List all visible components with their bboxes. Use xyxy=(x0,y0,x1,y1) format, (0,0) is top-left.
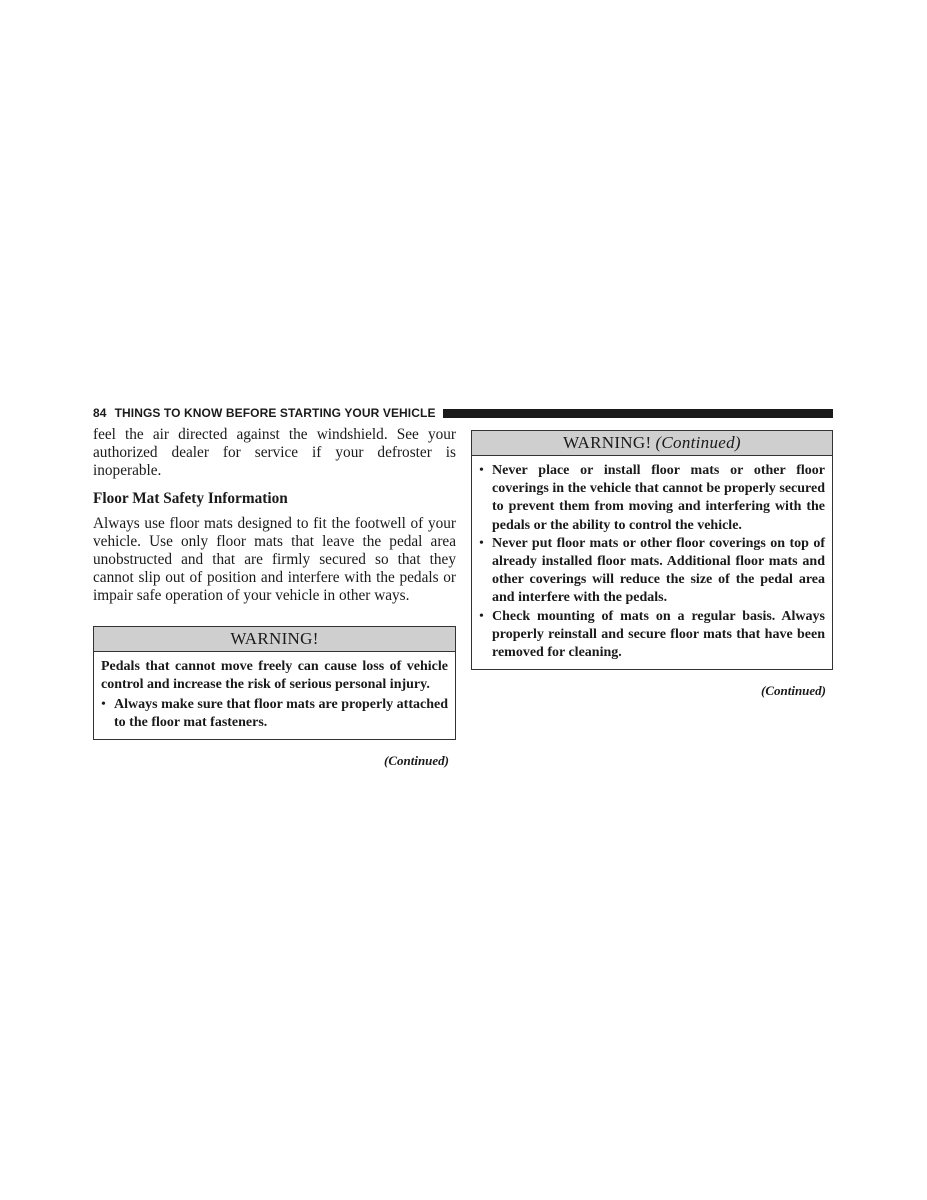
bullet-icon: • xyxy=(479,463,484,478)
continued-note: (Continued) xyxy=(760,683,826,699)
warning-bullet xyxy=(479,535,825,608)
warning-title xyxy=(94,627,455,652)
warning-title-text: WARNING! xyxy=(563,433,652,452)
left-column xyxy=(93,426,456,769)
continued-note: (Continued) xyxy=(383,753,449,769)
warning-bullet-list xyxy=(101,696,448,732)
floor-mat-paragraph: Always use floor mats designed to fit the footwell of your vehicle. Use only floor mats that leave the pedal area unobstructed and that are firmly secured so that they cannot slip out of position and interfere with the pedals or impair safe operation of your vehicle in other ways. xyxy=(93,514,456,605)
warning-text: Pedals that cannot move freely can cause loss of vehicle control and increase the risk of serious personal injury. xyxy=(101,658,448,692)
warning-body xyxy=(94,652,455,740)
warning-bullet-list xyxy=(479,462,825,662)
warning-bullet-text: Check mounting of mats on a regular basis. Always properly reinstall and secure floor mats that have been removed for cleaning. xyxy=(492,608,825,661)
warning-bullet-text: Always make sure that floor mats are properly attached to the floor mat fasteners. xyxy=(114,697,448,731)
section-title: THINGS TO KNOW BEFORE STARTING YOUR VEHICLE xyxy=(114,406,436,420)
bullet-icon: • xyxy=(479,608,484,624)
right-column xyxy=(471,430,833,699)
intro-text: feel the air directed against the windshield. See your authorized dealer for service if your defroster is inoperable. xyxy=(93,426,456,480)
page-header xyxy=(93,404,833,422)
warning-bullet-text: Never place or install floor mats or other floor coverings in the vehicle that cannot be properly secured to prevent them from moving and interfering with the pedals or the ability to control the vehicle. xyxy=(492,463,825,533)
warning-box-continued xyxy=(471,430,833,670)
warning-title-text: WARNING! xyxy=(230,628,319,648)
warning-title xyxy=(472,431,832,456)
warning-bullet-text: Never put floor mats or other floor coverings on top of already installed floor mats. Additional floor mats and other coverings will reduce the size of the pedal area and interfere with the pedals. xyxy=(492,535,825,606)
warning-box xyxy=(93,626,456,741)
page-number: 84 xyxy=(93,406,107,420)
warning-title-suffix: (Continued) xyxy=(655,433,741,452)
bullet-icon: • xyxy=(101,697,106,713)
warning-bullet xyxy=(101,696,448,732)
warning-body xyxy=(472,456,832,669)
header-rule xyxy=(443,409,833,418)
subheading: Floor Mat Safety Information xyxy=(93,489,288,507)
bullet-icon: • xyxy=(479,535,484,551)
warning-bullet xyxy=(479,608,825,663)
warning-bullet xyxy=(479,462,825,535)
